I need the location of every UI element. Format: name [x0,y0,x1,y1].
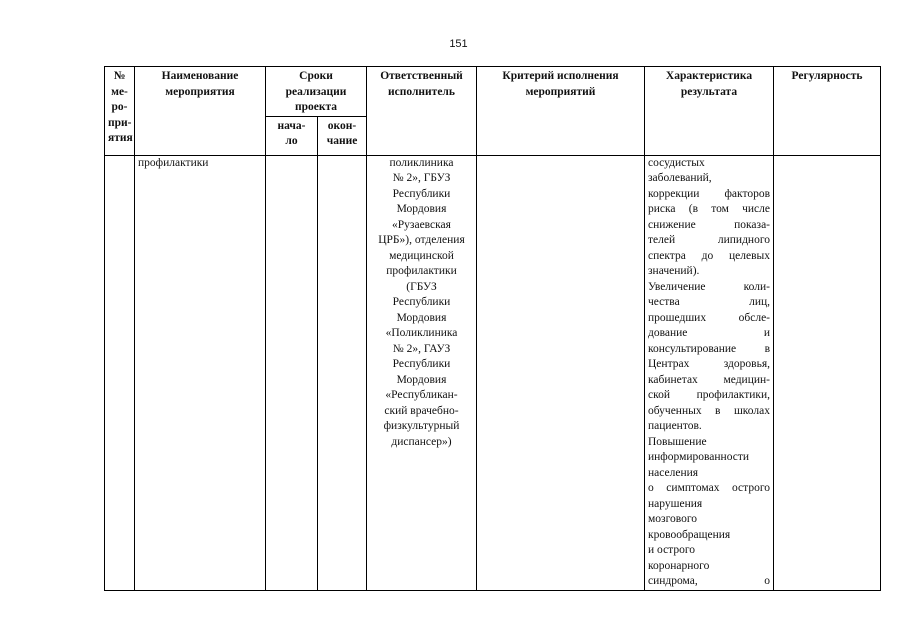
characteristic-line: снижение показа- [648,218,770,231]
characteristic-line: кровообращения [648,528,731,541]
characteristic-line: ской профилактики, [648,389,770,401]
cell-responsible: поликлиника № 2», ГБУЗ Республики Мордовия «Рузаевская ЦРБ»), отделения медицинской профилактики (ГБУЗ Республики Мордовия «Поликлиника № 2», ГАУЗ Республики Мордовия «Республикан- ский врачебно- физкультурный диспансер») [367,155,477,590]
characteristic-line: сосудистых [648,156,705,169]
events-table [104,66,881,591]
characteristic-line: синдрома, о [648,575,770,587]
characteristic-line: нарушения [648,497,703,510]
characteristic-line: обученных в школах [648,404,770,417]
header-criterion: Критерий исполнения мероприятий [477,67,645,156]
cell-criterion [477,155,645,590]
header-end: окон- чание [318,116,367,155]
characteristic-line: риска (в том числе [648,203,770,215]
cell-regularity [774,155,881,590]
header-project-terms: Сроки реализации проекта [266,67,367,117]
cell-event-name: профилактики [135,155,266,590]
characteristic-line: информированности [648,451,750,463]
characteristic-line: значений). [648,265,700,277]
characteristic-line: Центрах здоровья, [648,358,770,370]
cell-start [266,155,318,590]
cell-number [105,155,135,590]
header-start: нача- ло [266,116,318,155]
characteristic-line: и острого [648,544,696,556]
characteristic-line: мозгового [648,513,698,525]
header-characteristic: Характеристика результата [645,67,774,156]
header-responsible: Ответственный исполнитель [367,67,477,156]
characteristic-line: дование и [648,327,770,339]
characteristic-text [648,156,770,590]
characteristic-line: Увеличение коли- [648,280,770,293]
characteristic-line: консультирование в [648,342,770,355]
characteristic-line: Повышение [648,435,707,448]
characteristic-line: телей липидного [648,234,770,246]
page-number: 151 [449,38,468,50]
characteristic-line: о симптомах острого [648,482,770,494]
characteristic-line: населения [648,466,699,479]
characteristic-line: пациентов. [648,420,702,432]
cell-end [318,155,367,590]
characteristic-line: чества лиц, [648,296,770,308]
header-number: № ме- ро- при- ятия [105,67,135,156]
characteristic-line: кабинетах медицин- [648,373,770,386]
characteristic-line: коронарного [648,559,710,572]
characteristic-line: спектра до целевых [648,249,770,262]
characteristic-line: коррекции факторов [648,187,770,200]
table-row [105,155,881,590]
cell-characteristic [645,155,774,590]
characteristic-line: заболеваний, [648,172,712,184]
header-event-name: Наименование мероприятия [135,67,266,156]
header-regularity: Регулярность [774,67,881,156]
characteristic-line: прошедших обсле- [648,311,770,324]
